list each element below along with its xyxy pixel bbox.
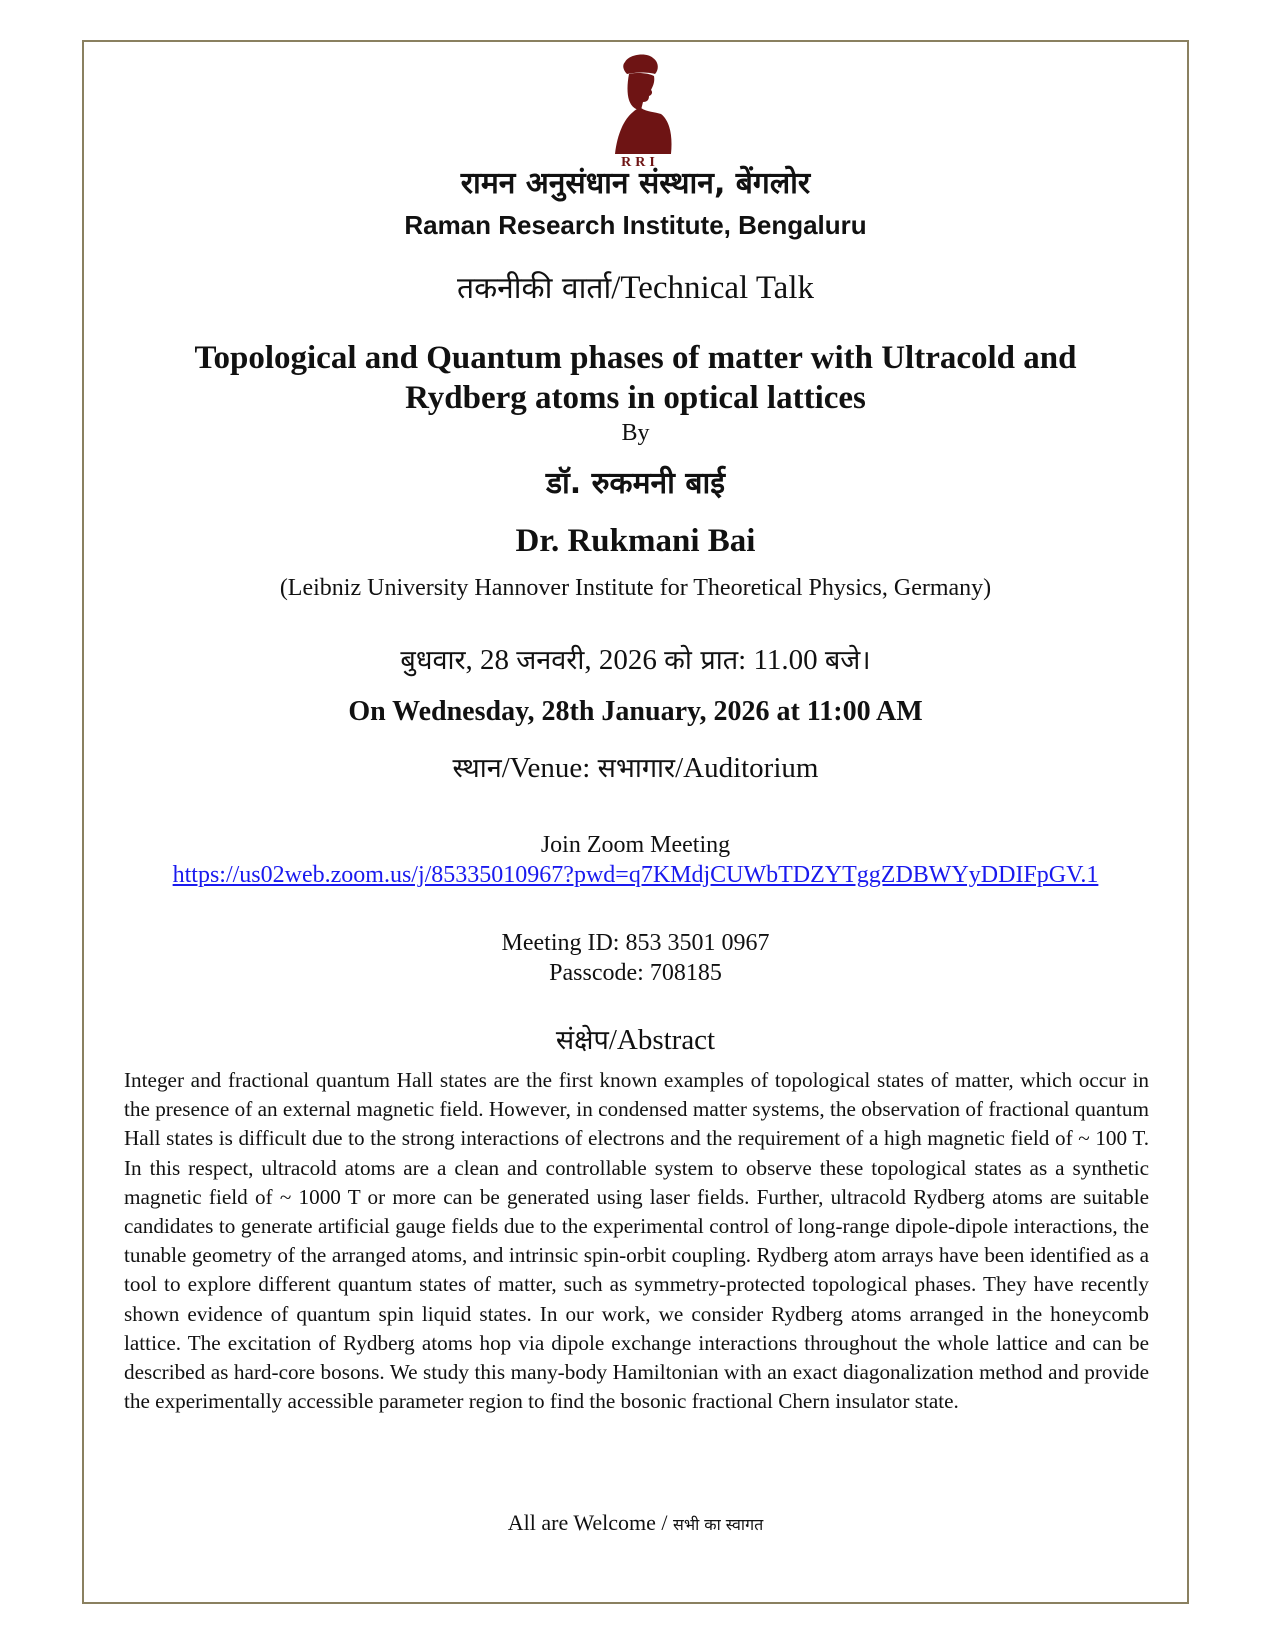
- zoom-label: Join Zoom Meeting: [540, 832, 731, 858]
- logo-text: RRI: [621, 155, 659, 168]
- date-hindi-day: बुधवार: [400, 645, 466, 676]
- date-hindi-month: जनवरी: [516, 645, 585, 676]
- venue-label-english: /Venue:: [501, 752, 598, 784]
- zoom-link-row: [82, 860, 1189, 890]
- date-hindi-year: , 2026: [584, 644, 665, 676]
- venue-place-english: /Auditorium: [675, 752, 819, 784]
- speaker-name-hindi: डॉ. रुकमनी बाई: [545, 466, 726, 501]
- talk-title: [82, 338, 1189, 418]
- talk-type-separator: /: [611, 270, 621, 306]
- passcode: Passcode: 708185: [549, 960, 722, 986]
- rri-logo: [585, 50, 695, 168]
- date-hindi-oclock: बजे।: [824, 645, 871, 676]
- date-english: On Wednesday, 28th January, 2026 at 11:00 AM: [348, 696, 923, 727]
- venue: [82, 748, 1189, 789]
- talk-type-english: Technical Talk: [620, 270, 814, 306]
- speaker-name-english: Dr. Rukmani Bai: [515, 523, 756, 559]
- talk-title-line-1: Topological and Quantum phases of matter with Ultracold and: [194, 340, 1077, 376]
- zoom-meeting-link[interactable]: https://us02web.zoom.us/j/85335010967?pwd=q7KMdjCUWbTDZYTggZDBWYyDDIFpGV.1: [172, 862, 1099, 888]
- date-hindi-time: : 11.00: [738, 644, 825, 676]
- date-hindi-at: को प्रात: [664, 645, 739, 676]
- meeting-id: Meeting ID: 853 3501 0967: [501, 930, 770, 956]
- by-label: By: [621, 420, 650, 446]
- institute-name-english: Raman Research Institute, Bengaluru: [404, 210, 867, 240]
- date-hindi-num1: , 28: [465, 644, 517, 676]
- welcome-hindi: सभी का स्वागत: [673, 1515, 764, 1534]
- talk-title-line-2: Rydberg atoms in optical lattices: [405, 380, 866, 416]
- abstract-heading-hindi: संक्षेप: [555, 1025, 609, 1056]
- institute-name-hindi: रामन अनुसंधान संस्थान, बेंगलोर: [460, 166, 811, 201]
- talk-type-hindi: तकनीकी वार्ता: [456, 271, 612, 306]
- abstract-heading-english: /Abstract: [608, 1024, 716, 1056]
- speaker-affiliation: (Leibniz University Hannover Institute for Theoretical Physics, Germany): [279, 575, 992, 601]
- abstract-text: Integer and fractional quantum Hall states are the first known examples of topological states of matter, which occur in the presence of an external magnetic field. However, in condensed matter systems, the observation of fractional quantum Hall states is difficult due to the strong interactions of electrons and the requirement of a high magnetic field of ~ 100 T. In this respect, ultracold atoms are a clean and controllable system to observe these topological states as a synthetic magnetic field of ~ 1000 T or more can be generated using laser fields. Further, ultracold Rydberg atoms are suitable candidates to generate artificial gauge fields due to the experimental control of long-range dipole-dipole interactions, the tunable geometry of the arranged atoms, and intrinsic spin-orbit coupling. Rydberg atom arrays have been identified as a tool to explore different quantum states of matter, such as symmetry-protected topological phases. They have recently shown evidence of quantum spin liquid states. In our work, we consider Rydberg atoms arranged in the honeycomb lattice. The excitation of Rydberg atoms hop via dipole exchange interactions throughout the whole lattice and can be described as hard-core bosons. We study this many-body Hamiltonian with an exact diagonalization method and provide the experimentally accessible parameter region to find the bosonic fractional Chern insulator state.: [124, 1068, 1149, 1414]
- talk-type: [82, 266, 1189, 311]
- welcome-message: [82, 1508, 1189, 1540]
- date-hindi: [82, 640, 1189, 681]
- welcome-english: All are Welcome /: [507, 1510, 673, 1535]
- abstract-heading: [82, 1020, 1189, 1061]
- venue-label-hindi: स्थान: [452, 753, 502, 784]
- venue-place-hindi: सभागार: [597, 753, 676, 784]
